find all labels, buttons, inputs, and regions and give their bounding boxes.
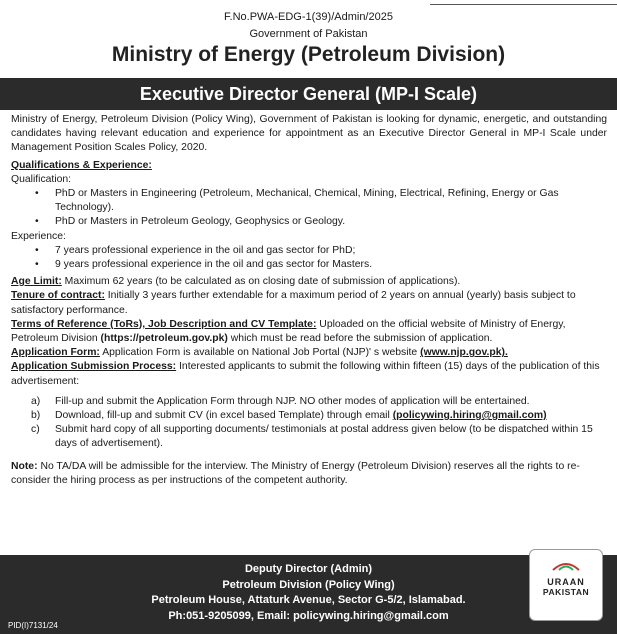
- step-marker: b): [31, 410, 41, 422]
- contact-footer: [0, 555, 617, 634]
- qualification-list: [11, 187, 607, 230]
- qualification-label: Qualification:: [11, 173, 72, 185]
- experience-item: 7 years professional experience in the oil and gas sector for PhD;: [55, 244, 356, 256]
- list-item: [11, 187, 607, 215]
- terms-label: Terms of Reference (ToRs), Job Description and CV Template:: [11, 318, 317, 330]
- contact-phone-email: Ph:051-9205099, Email: policywing.hiring@gmail.com: [168, 609, 449, 622]
- njp-website-link[interactable]: (www.njp.gov.pk).: [420, 347, 508, 359]
- application-form: [11, 346, 607, 360]
- age-limit-label: Age Limit:: [11, 276, 62, 288]
- experience-item: 9 years professional experience in the oil and gas sector for Masters.: [55, 259, 373, 271]
- logo-word-uraan: URAAN: [547, 577, 585, 587]
- bullet-icon: •: [35, 259, 39, 271]
- qualifications-heading: Qualifications & Experience:: [11, 159, 152, 171]
- terms-of-reference: [11, 318, 607, 346]
- uraan-pakistan-logo: [529, 549, 603, 621]
- email-link[interactable]: (policywing.hiring@gmail.com): [392, 410, 547, 422]
- contact-block: [0, 562, 617, 624]
- logo-word-pakistan: PAKISTAN: [542, 587, 590, 597]
- petroleum-website-link[interactable]: (https://petroleum.gov.pk): [100, 333, 228, 345]
- tenure: [11, 289, 607, 317]
- submission-text: Interested applicants to submit the following within fifteen (15) days of the publication of this advertisement:: [11, 361, 600, 387]
- step-text: Fill-up and submit the Application Form through NJP. NO other modes of application will be entertained.: [55, 395, 530, 407]
- qualification-item: PhD or Masters in Petroleum Geology, Geophysics or Geology.: [55, 216, 346, 228]
- list-item: [11, 409, 607, 423]
- pid-number: PID(I)7131/24: [8, 621, 58, 630]
- government-label: Government of Pakistan: [249, 28, 368, 40]
- bullet-icon: •: [35, 244, 39, 256]
- list-item: [11, 215, 607, 229]
- contact-address: Petroleum House, Attaturk Avenue, Sector G-5/2, Islamabad.: [151, 594, 466, 606]
- bullet-icon: •: [35, 188, 39, 200]
- tenure-text: Initially 3 years further extendable for a maximum period of 2 years on annual (yearly) basis subject to satisfactory performance.: [11, 290, 576, 316]
- submission-label: Application Submission Process:: [11, 361, 177, 373]
- terms-text: Uploaded on the official website of Ministry of Energy, Petroleum Division: [11, 318, 566, 345]
- terms-text-end: which must be read before the submission of application.: [227, 333, 493, 345]
- file-reference: F.No.PWA-EDG-1(39)/Admin/2025: [224, 11, 393, 23]
- contact-title: Deputy Director (Admin): [244, 563, 373, 575]
- list-item: [11, 395, 607, 409]
- note-text: No TA/DA will be admissible for the interview. The Ministry of Energy (Petroleum Division) reserves all the rights to re-consider the hiring process as per instructions of the competent authority.: [11, 460, 580, 486]
- step-text: Submit hard copy of all supporting documents/ testimonials at postal address given below (to be dispatched within 15 days of advertisement).: [55, 424, 593, 450]
- application-form-label: Application Form:: [11, 347, 100, 359]
- application-form-text: Application Form is available on National Job Portal (NJP)' s website: [99, 347, 421, 359]
- step-marker: c): [31, 424, 40, 436]
- ministry-title: Ministry of Energy (Petroleum Division): [111, 43, 506, 66]
- tenure-label: Tenure of contract:: [11, 290, 105, 302]
- bullet-icon: •: [35, 216, 39, 228]
- top-border-rule: [430, 0, 617, 5]
- list-item: [11, 244, 607, 258]
- contact-office: Petroleum Division (Policy Wing): [222, 578, 395, 591]
- submission-process: [11, 360, 607, 388]
- position-banner: Executive Director General (MP-I Scale): [0, 78, 617, 110]
- note: [11, 460, 607, 488]
- age-limit-text: Maximum 62 years (to be calculated as on closing date of submission of applications).: [61, 276, 461, 288]
- step-marker: a): [31, 395, 41, 407]
- logo-mark-icon: [530, 560, 602, 575]
- ad-body: [11, 113, 607, 488]
- qualification-item: PhD or Masters in Engineering (Petroleum, Mechanical, Chemical, Mining, Electrical, Refining, Energy or Gas Technology).: [55, 188, 559, 214]
- list-item: [11, 423, 607, 451]
- experience-list: [11, 244, 607, 272]
- step-text: Download, fill-up and submit CV (in excel based Template) through email: [55, 410, 393, 422]
- intro-paragraph: Ministry of Energy, Petroleum Division (Policy Wing), Government of Pakistan is looking for dynamic, energetic, and outstanding candidates having relevant education and experience for appointment as an Executive Director General in MP-I Scale under Management Position Scales Policy, 2020.: [11, 114, 607, 154]
- list-item: [11, 258, 607, 272]
- submission-steps: [11, 395, 607, 452]
- experience-label: Experience:: [11, 230, 66, 242]
- note-label: Note:: [11, 460, 38, 472]
- age-limit: [11, 275, 607, 289]
